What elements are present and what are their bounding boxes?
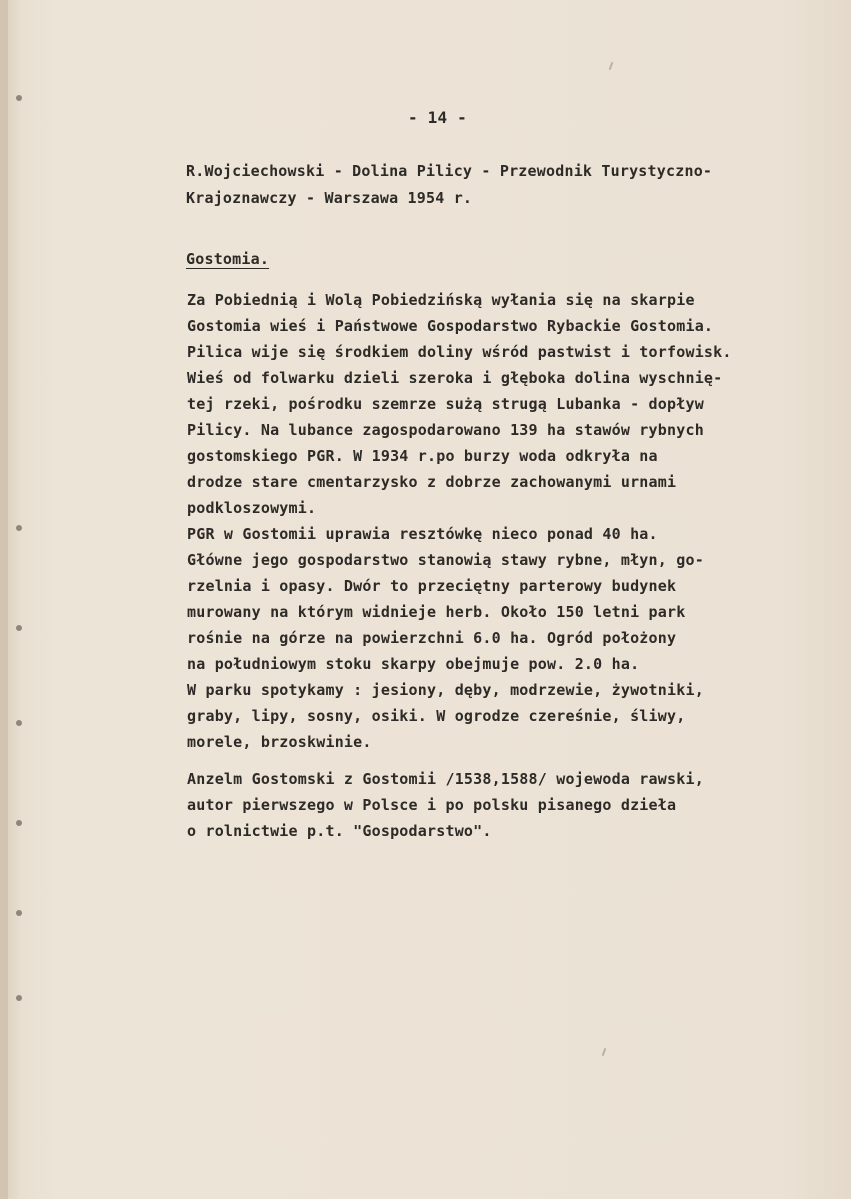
body-line: Pilicy. Na lubance zagospodarowano 139 ha stawów rybnych (187, 421, 704, 439)
body-line: Za Pobiednią i Wolą Pobiedzińską wyłania się na skarpie (187, 291, 695, 309)
body-line: drodze stare cmentarzysko z dobrze zachowanymi urnami (187, 473, 677, 491)
page-number: - 14 - (408, 108, 467, 127)
punch-hole-mark (16, 525, 22, 531)
punch-hole-mark (16, 625, 22, 631)
reference-line: Krajoznawczy - Warszawa 1954 r. (186, 189, 473, 207)
punch-hole-mark (16, 820, 22, 826)
body-line: Główne jego gospodarstwo stanowią stawy rybne, młyn, go- (187, 551, 704, 569)
body-line: PGR w Gostomii uprawia resztówkę nieco ponad 40 ha. (187, 525, 658, 543)
punch-hole-mark (16, 910, 22, 916)
body-line: graby, lipy, sosny, osiki. W ogrodze czereśnie, śliwy, (187, 707, 686, 725)
body-line: murowany na którym widnieje herb. Około 150 letni park (187, 603, 686, 621)
punch-hole-mark (16, 720, 22, 726)
body-line: o rolnictwie p.t. "Gospodarstwo". (187, 822, 492, 840)
body-line: rośnie na górze na powierzchni 6.0 ha. Ogród położony (187, 629, 677, 647)
paper-speck (609, 62, 614, 70)
body-line: W parku spotykamy : jesiony, dęby, modrzewie, żywotniki, (187, 681, 704, 699)
body-line: na południowym stoku skarpy obejmuje pow. 2.0 ha. (187, 655, 640, 673)
section-heading: Gostomia. (186, 250, 270, 268)
body-line: rzelnia i opasy. Dwór to przeciętny parterowy budynek (187, 577, 677, 595)
paper-speck (602, 1048, 607, 1056)
body-line: podkloszowymi. (187, 499, 317, 517)
punch-hole-mark (16, 995, 22, 1001)
punch-hole-mark (16, 95, 22, 101)
body-line: Pilica wije się środkiem doliny wśród pastwist i torfowisk. (187, 343, 732, 361)
body-line: morele, brzoskwinie. (187, 733, 372, 751)
body-line: Gostomia wieś i Państwowe Gospodarstwo Rybackie Gostomia. (187, 317, 714, 335)
body-line: Wieś od folwarku dzieli szeroka i głęboka dolina wyschnię- (187, 369, 723, 387)
body-line: gostomskiego PGR. W 1934 r.po burzy woda odkryła na (187, 447, 658, 465)
paper-edge (0, 0, 8, 1199)
body-line: tej rzeki, pośrodku szemrze sużą strugą Lubanka - dopływ (187, 395, 704, 413)
body-line: Anzelm Gostomski z Gostomii /1538,1588/ wojewoda rawski, (187, 770, 704, 788)
body-line: autor pierwszego w Polsce i po polsku pisanego dzieła (187, 796, 677, 814)
reference-line: R.Wojciechowski - Dolina Pilicy - Przewodnik Turystyczno- (186, 162, 713, 180)
